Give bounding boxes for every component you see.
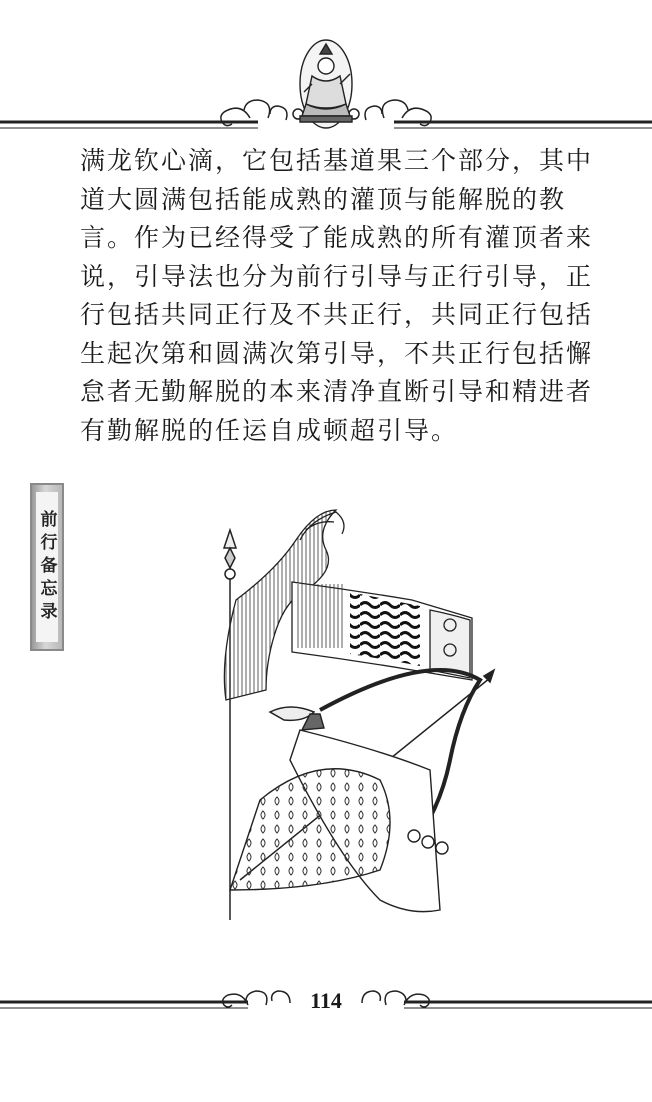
side-tab — [30, 483, 64, 651]
victory-banner-illustration — [200, 500, 500, 930]
side-tab-inner — [36, 492, 58, 642]
footer-cloud-right-icon — [362, 991, 429, 1007]
page-header — [0, 0, 652, 140]
spear-icon — [224, 530, 236, 920]
illustration — [200, 500, 500, 930]
body-paragraph: 满龙钦心滴，它包括基道果三个部分，其中道大圆满包括能成熟的灌顶与能解脱的教言。作为已经得受了能成熟的所有灌顶者来说，引导法也分为前行引导与正行引导，正行包括共同正行及不共正行，共同正行包括生起次第和圆满次第引导，不共正行包括懈怠者无勤解脱的本来清净直断引导和精进者有勤解脱的任运自成顿超引导。 — [80, 146, 594, 445]
page-number: 114 — [310, 988, 342, 1013]
header-ornament — [0, 0, 652, 140]
deity-icon — [300, 40, 352, 128]
footer-cloud-left-icon — [223, 991, 290, 1007]
quiver-icon — [230, 714, 448, 912]
flag-icon — [292, 582, 472, 680]
side-tab-label: 前行备忘录 — [36, 509, 57, 625]
